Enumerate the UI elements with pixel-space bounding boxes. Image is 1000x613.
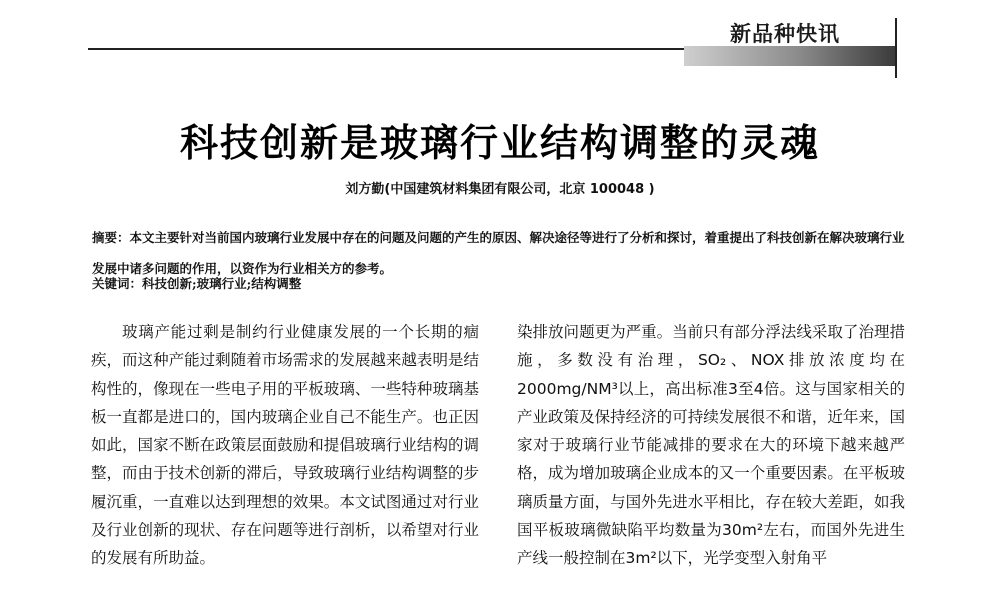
header-rule (88, 48, 684, 50)
column-tag: 新品种快讯 (730, 22, 840, 46)
body-column-right (517, 318, 905, 573)
header-rule-vertical (895, 18, 897, 78)
header-rule-bar (684, 46, 896, 66)
page-title: 科技创新是玻璃行业结构调整的灵魂 (179, 121, 820, 165)
body-paragraph-right: 染排放问题更为严重。当前只有部分浮法线采取了治理措施，多数没有治理，SO₂、NOX排放浓度均在2000mg/NM³以上，高出标准3至4倍。这与国家相关的产业政策及保持经济的可持续发展很不和谐，近年来，国家对于玻璃行业节能减排的要求在大的环境下越来越严格，成为增加玻璃企业成本的又一个重要因素。在平板玻璃质量方面，与国外先进水平相比，存在较大差距，如我国平板玻璃微缺陷平均数量为30m²左右，而国外先进生产线一般控制在3m²以下，光学变型入射角平 (517, 323, 905, 568)
keywords: 关键词：科技创新;玻璃行业;结构调整 (92, 276, 302, 291)
body-paragraph-left: 玻璃产能过剩是制约行业健康发展的一个长期的痼疾，而这种产能过剩随着市场需求的发展越来越表明是结构性的，像现在一些电子用的平板玻璃、一些特种玻璃基板一直都是进口的，国内玻璃企业自己不能生产。也正因如此，国家不断在政策层面鼓励和提倡玻璃行业结构的调整，而由于技术创新的滞后，导致玻璃行业结构调整的步履沉重，一直难以达到理想的效果。本文试图通过对行业及行业创新的现状、存在问题等进行剖析，以希望对行业的发展有所助益。 (91, 323, 479, 568)
abstract: 摘要：本文主要针对当前国内玻璃行业发展中存在的问题及问题的产生的原因、解决途径等进行了分析和探讨，着重提出了科技创新在解决玻璃行业发展中诸多问题的作用，以资作为行业相关方的参考。 (92, 230, 905, 276)
author-line: 刘方勤(中国建筑材料集团有限公司，北京 100048 ) (345, 182, 655, 197)
body-column-left (91, 318, 479, 573)
